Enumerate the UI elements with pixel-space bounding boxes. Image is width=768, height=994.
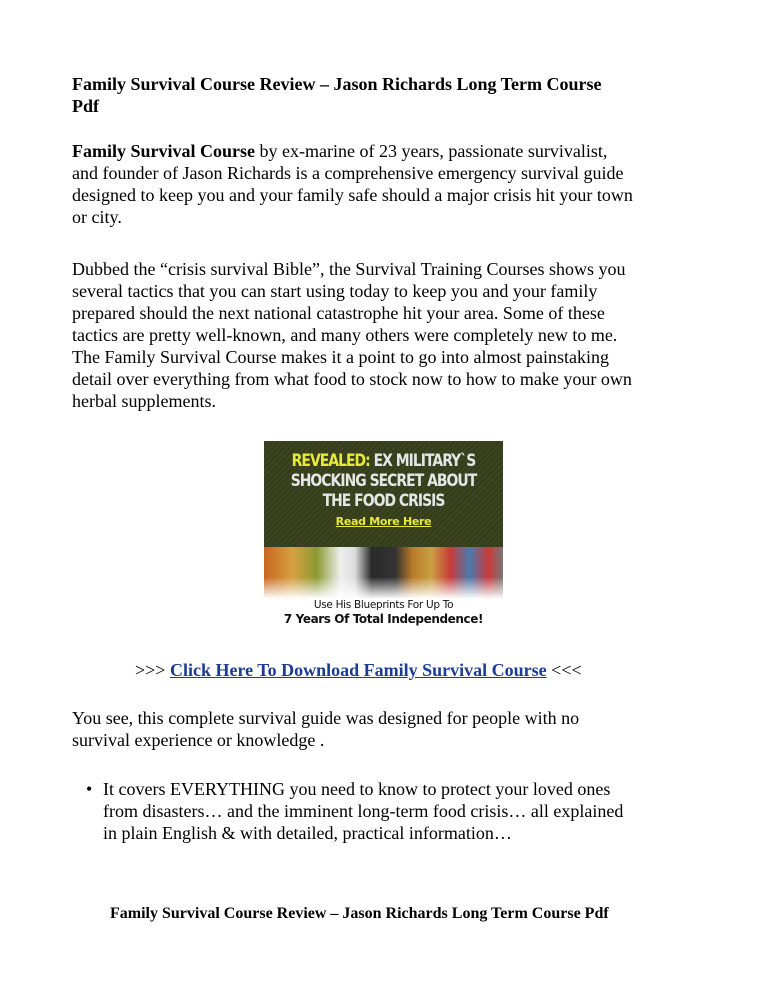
ad-headline-2: SHOCKING SECRET ABOUT xyxy=(290,471,477,491)
intro-paragraph xyxy=(72,140,633,228)
paragraph-line: several tactics that you can start using today to keep you and your family xyxy=(72,281,598,301)
ad-sub-2: 7 Years Of Total Independence! xyxy=(283,612,484,626)
bullet-line: from disasters… and the imminent long-term food crisis… all explained xyxy=(103,801,624,821)
paragraph-line: Dubbed the “crisis survival Bible”, the Survival Training Courses shows you xyxy=(72,259,626,279)
guide-paragraph xyxy=(72,707,579,751)
title-line: Pdf xyxy=(72,96,99,116)
ad-sub-1: Use His Blueprints For Up To xyxy=(313,599,454,611)
paragraph-line: tactics are pretty well-known, and many others were completely new to me. xyxy=(72,325,618,345)
ad-headline-3: THE FOOD CRISIS xyxy=(322,491,445,511)
paragraph-line: prepared should the next national catastrophe hit your area. Some of these xyxy=(72,303,605,323)
paragraph-line: and founder of Jason Richards is a comprehensive emergency survival guide xyxy=(72,163,624,183)
bullet-marker: • xyxy=(86,779,93,799)
bold-lead: Family Survival Course xyxy=(72,141,255,161)
ad-food-jars-photo xyxy=(264,547,503,599)
bullet-line: in plain English & with detailed, practical information… xyxy=(103,823,512,843)
paragraph-line: designed to keep you and your family safe should a major crisis hit your town xyxy=(72,185,633,205)
download-prefix: >>> xyxy=(135,660,170,680)
paragraph-line: You see, this complete survival guide was designed for people with no xyxy=(72,708,580,728)
ad-revealed: REVEALED: xyxy=(291,451,370,471)
ad-footer xyxy=(264,599,503,627)
download-link[interactable]: Click Here To Download Family Survival Course xyxy=(169,660,547,680)
download-line xyxy=(135,659,582,681)
download-suffix: <<< xyxy=(546,660,582,680)
ad-read-more[interactable]: Read More Here xyxy=(335,515,432,528)
paragraph-line: The Family Survival Course makes it a point to go into almost painstaking xyxy=(72,347,609,367)
paragraph-line: herbal supplements. xyxy=(72,391,216,411)
lead-rest: by ex-marine of 23 years, passionate survivalist, xyxy=(255,141,608,161)
ad-banner-image[interactable] xyxy=(264,441,503,635)
description-paragraph xyxy=(72,258,632,412)
page-footer: Family Survival Course Review – Jason Richards Long Term Course Pdf xyxy=(110,905,609,922)
ad-headline-1: EX MILITARY`S xyxy=(369,451,476,471)
bullet-line: It covers EVERYTHING you need to know to protect your loved ones xyxy=(103,779,611,799)
page-title xyxy=(72,73,602,117)
title-line: Family Survival Course Review – Jason Richards Long Term Course xyxy=(72,74,602,94)
paragraph-line: detail over everything from what food to stock now to how to make your own xyxy=(72,369,632,389)
paragraph-line: survival experience or knowledge . xyxy=(72,730,325,750)
paragraph-line xyxy=(72,140,633,162)
bullet-text xyxy=(103,778,623,844)
ad-headline xyxy=(286,451,482,511)
paragraph-line: or city. xyxy=(72,207,122,227)
ad-header xyxy=(264,441,503,547)
